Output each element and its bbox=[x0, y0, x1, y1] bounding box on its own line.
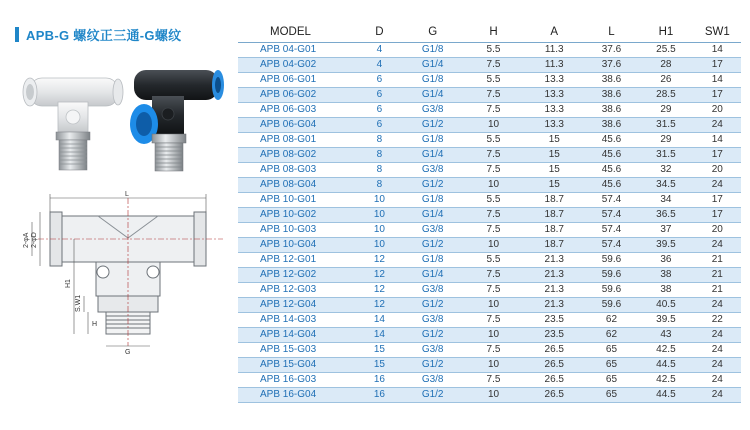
table-cell: G3/8 bbox=[402, 313, 463, 328]
table-cell: APB 08-G04 bbox=[238, 178, 357, 193]
table-cell: 14 bbox=[357, 328, 402, 343]
table-cell: 26.5 bbox=[524, 388, 585, 403]
table-cell: APB 15-G04 bbox=[238, 358, 357, 373]
table-cell: 17 bbox=[694, 193, 741, 208]
table-cell: APB 15-G03 bbox=[238, 343, 357, 358]
table-cell: G3/8 bbox=[402, 373, 463, 388]
table-cell: 8 bbox=[357, 163, 402, 178]
table-cell: 23.5 bbox=[524, 313, 585, 328]
table-cell: 10 bbox=[357, 193, 402, 208]
table-cell: 32 bbox=[638, 163, 693, 178]
table-cell: 24 bbox=[694, 388, 741, 403]
table-cell: 17 bbox=[694, 208, 741, 223]
table-cell: 6 bbox=[357, 103, 402, 118]
table-cell: 21 bbox=[694, 253, 741, 268]
table-cell: 57.4 bbox=[585, 223, 639, 238]
table-cell: 59.6 bbox=[585, 268, 639, 283]
table-cell: APB 08-G02 bbox=[238, 148, 357, 163]
table-row bbox=[238, 58, 741, 73]
table-row bbox=[238, 223, 741, 238]
table-cell: 7.5 bbox=[463, 163, 524, 178]
table-cell: 10 bbox=[357, 238, 402, 253]
table-cell: 10 bbox=[357, 223, 402, 238]
table-cell: 15 bbox=[357, 343, 402, 358]
table-cell: 62 bbox=[585, 328, 639, 343]
table-cell: 12 bbox=[357, 298, 402, 313]
table-cell: G3/8 bbox=[402, 283, 463, 298]
table-cell: 6 bbox=[357, 118, 402, 133]
table-row bbox=[238, 268, 741, 283]
table-cell: APB 16-G03 bbox=[238, 373, 357, 388]
table-cell: APB 12-G03 bbox=[238, 283, 357, 298]
table-cell: 57.4 bbox=[585, 208, 639, 223]
table-cell: 5.5 bbox=[463, 193, 524, 208]
table-cell: 7.5 bbox=[463, 58, 524, 73]
table-cell: 59.6 bbox=[585, 298, 639, 313]
table-cell: 7.5 bbox=[463, 208, 524, 223]
table-row bbox=[238, 148, 741, 163]
table-cell: 38.6 bbox=[585, 103, 639, 118]
table-cell: 42.5 bbox=[638, 343, 693, 358]
page-title bbox=[15, 26, 181, 42]
dim-label-h1: H1 bbox=[65, 279, 72, 288]
table-cell: G1/2 bbox=[402, 388, 463, 403]
table-cell: 4 bbox=[357, 58, 402, 73]
table-row bbox=[238, 103, 741, 118]
table-cell: 42.5 bbox=[638, 373, 693, 388]
table-cell: APB 10-G04 bbox=[238, 238, 357, 253]
table-cell: APB 04-G02 bbox=[238, 58, 357, 73]
dim-label-l: L bbox=[125, 191, 129, 198]
table-cell: 65 bbox=[585, 358, 639, 373]
column-header: D bbox=[357, 22, 402, 43]
table-cell: 28.5 bbox=[638, 88, 693, 103]
table-cell: 24 bbox=[694, 328, 741, 343]
table-cell: G3/8 bbox=[402, 163, 463, 178]
table-cell: 21 bbox=[694, 268, 741, 283]
table-row bbox=[238, 328, 741, 343]
table-cell: 7.5 bbox=[463, 103, 524, 118]
black-tee-fitting bbox=[130, 70, 224, 171]
table-cell: 29 bbox=[638, 103, 693, 118]
table-cell: APB 06-G04 bbox=[238, 118, 357, 133]
table-cell: G1/2 bbox=[402, 178, 463, 193]
table-cell: 23.5 bbox=[524, 328, 585, 343]
table-cell: 13.3 bbox=[524, 118, 585, 133]
table-cell: 7.5 bbox=[463, 148, 524, 163]
table-cell: 11.3 bbox=[524, 43, 585, 58]
table-cell: APB 06-G02 bbox=[238, 88, 357, 103]
table-cell: APB 16-G04 bbox=[238, 388, 357, 403]
table-cell: 38 bbox=[638, 268, 693, 283]
table-cell: 18.7 bbox=[524, 193, 585, 208]
table-cell: 15 bbox=[524, 133, 585, 148]
table-cell: 24 bbox=[694, 238, 741, 253]
table-cell: 34.5 bbox=[638, 178, 693, 193]
table-cell: 10 bbox=[463, 328, 524, 343]
table-row bbox=[238, 73, 741, 88]
table-cell: APB 12-G04 bbox=[238, 298, 357, 313]
table-cell: G1/4 bbox=[402, 208, 463, 223]
table-cell: 37.6 bbox=[585, 43, 639, 58]
table-cell: 37 bbox=[638, 223, 693, 238]
table-cell: 16 bbox=[357, 373, 402, 388]
table-cell: 38.6 bbox=[585, 73, 639, 88]
title-text: APB-G 螺纹正三通-G螺纹 bbox=[26, 27, 182, 43]
table-row bbox=[238, 358, 741, 373]
white-tee-fitting bbox=[23, 78, 123, 170]
table-cell: 13.3 bbox=[524, 88, 585, 103]
table-cell: 8 bbox=[357, 178, 402, 193]
table-cell: APB 10-G02 bbox=[238, 208, 357, 223]
table-cell: 8 bbox=[357, 148, 402, 163]
column-header: G bbox=[402, 22, 463, 43]
table-cell: G1/8 bbox=[402, 253, 463, 268]
table-cell: 21.3 bbox=[524, 253, 585, 268]
table-cell: 6 bbox=[357, 88, 402, 103]
table-cell: 5.5 bbox=[463, 43, 524, 58]
table-cell: 57.4 bbox=[585, 193, 639, 208]
table-body bbox=[238, 43, 741, 403]
dim-label-d: 2-φD bbox=[31, 232, 38, 248]
table-cell: 7.5 bbox=[463, 268, 524, 283]
table-cell: G1/2 bbox=[402, 238, 463, 253]
table-row bbox=[238, 88, 741, 103]
table-cell: 10 bbox=[357, 208, 402, 223]
table-cell: G3/8 bbox=[402, 223, 463, 238]
table-row bbox=[238, 193, 741, 208]
table-cell: 38.6 bbox=[585, 88, 639, 103]
table-cell: 59.6 bbox=[585, 283, 639, 298]
table-cell: 17 bbox=[694, 88, 741, 103]
table-cell: 7.5 bbox=[463, 313, 524, 328]
table-cell: 15 bbox=[357, 358, 402, 373]
table-cell: 10 bbox=[463, 118, 524, 133]
table-cell: 7.5 bbox=[463, 373, 524, 388]
table-cell: 36.5 bbox=[638, 208, 693, 223]
table-cell: 45.6 bbox=[585, 163, 639, 178]
table-cell: 26 bbox=[638, 73, 693, 88]
table-cell: 26.5 bbox=[524, 373, 585, 388]
table-cell: 15 bbox=[524, 163, 585, 178]
table-header-row bbox=[238, 22, 741, 43]
table-cell: 37.6 bbox=[585, 58, 639, 73]
table-cell: 5.5 bbox=[463, 73, 524, 88]
table-cell: 10 bbox=[463, 388, 524, 403]
spec-table bbox=[238, 22, 741, 403]
table-cell: 15 bbox=[524, 148, 585, 163]
dimension-drawing bbox=[23, 188, 233, 363]
table-cell: APB 08-G03 bbox=[238, 163, 357, 178]
table-cell: G1/2 bbox=[402, 358, 463, 373]
table-row bbox=[238, 313, 741, 328]
table-cell: 44.5 bbox=[638, 388, 693, 403]
table-cell: APB 10-G01 bbox=[238, 193, 357, 208]
table-cell: 7.5 bbox=[463, 223, 524, 238]
table-cell: G1/2 bbox=[402, 328, 463, 343]
table-cell: 45.6 bbox=[585, 178, 639, 193]
table-cell: 26.5 bbox=[524, 358, 585, 373]
table-cell: 25.5 bbox=[638, 43, 693, 58]
column-header: MODEL bbox=[238, 22, 357, 43]
table-row bbox=[238, 208, 741, 223]
table-cell: 15 bbox=[524, 178, 585, 193]
table-cell: APB 04-G01 bbox=[238, 43, 357, 58]
table-cell: 10 bbox=[463, 238, 524, 253]
table-cell: 22 bbox=[694, 313, 741, 328]
dim-label-sw1: S.W1 bbox=[75, 294, 82, 312]
table-cell: 29 bbox=[638, 133, 693, 148]
table-cell: G1/8 bbox=[402, 133, 463, 148]
table-cell: 10 bbox=[463, 178, 524, 193]
table-row bbox=[238, 298, 741, 313]
table-cell: 5.5 bbox=[463, 253, 524, 268]
table-cell: 21.3 bbox=[524, 268, 585, 283]
table-cell: 20 bbox=[694, 103, 741, 118]
table-cell: G3/8 bbox=[402, 103, 463, 118]
table-cell: G1/4 bbox=[402, 88, 463, 103]
table-cell: 36 bbox=[638, 253, 693, 268]
table-cell: 10 bbox=[463, 358, 524, 373]
table-row bbox=[238, 373, 741, 388]
table-cell: APB 12-G02 bbox=[238, 268, 357, 283]
table-cell: APB 08-G01 bbox=[238, 133, 357, 148]
table-cell: G1/8 bbox=[402, 73, 463, 88]
table-cell: G1/2 bbox=[402, 298, 463, 313]
table-cell: 65 bbox=[585, 343, 639, 358]
table-cell: G1/4 bbox=[402, 58, 463, 73]
table-cell: 21.3 bbox=[524, 283, 585, 298]
table-cell: G1/8 bbox=[402, 193, 463, 208]
table-cell: 31.5 bbox=[638, 118, 693, 133]
table-cell: 17 bbox=[694, 58, 741, 73]
table-cell: 18.7 bbox=[524, 208, 585, 223]
table-cell: G1/4 bbox=[402, 148, 463, 163]
table-row bbox=[238, 283, 741, 298]
table-cell: 39.5 bbox=[638, 238, 693, 253]
table-cell: APB 06-G01 bbox=[238, 73, 357, 88]
table-cell: APB 10-G03 bbox=[238, 223, 357, 238]
table-cell: 65 bbox=[585, 388, 639, 403]
table-cell: 8 bbox=[357, 133, 402, 148]
table-cell: 24 bbox=[694, 298, 741, 313]
table-cell: 13.3 bbox=[524, 73, 585, 88]
table-row bbox=[238, 163, 741, 178]
table-cell: 14 bbox=[357, 313, 402, 328]
table-cell: 62 bbox=[585, 313, 639, 328]
table-cell: APB 14-G03 bbox=[238, 313, 357, 328]
table-cell: 24 bbox=[694, 118, 741, 133]
table-cell: 20 bbox=[694, 163, 741, 178]
column-header: H1 bbox=[638, 22, 693, 43]
table-row bbox=[238, 253, 741, 268]
table-cell: 12 bbox=[357, 253, 402, 268]
table-cell: 13.3 bbox=[524, 103, 585, 118]
table-cell: 28 bbox=[638, 58, 693, 73]
table-cell: 59.6 bbox=[585, 253, 639, 268]
table-cell: 21 bbox=[694, 283, 741, 298]
table-row bbox=[238, 133, 741, 148]
table-cell: 44.5 bbox=[638, 358, 693, 373]
table-cell: 18.7 bbox=[524, 238, 585, 253]
table-row bbox=[238, 118, 741, 133]
table-cell: 16 bbox=[357, 388, 402, 403]
product-photo bbox=[12, 52, 227, 177]
table-cell: 12 bbox=[357, 268, 402, 283]
table-row bbox=[238, 388, 741, 403]
column-header: SW1 bbox=[694, 22, 741, 43]
table-cell: 14 bbox=[694, 133, 741, 148]
table-cell: 7.5 bbox=[463, 283, 524, 298]
table-cell: 43 bbox=[638, 328, 693, 343]
table-cell: 10 bbox=[463, 298, 524, 313]
table-cell: 12 bbox=[357, 283, 402, 298]
table-cell: G1/4 bbox=[402, 268, 463, 283]
table-cell: 24 bbox=[694, 178, 741, 193]
dim-label-a: 2-φA bbox=[23, 232, 30, 248]
table-cell: 26.5 bbox=[524, 343, 585, 358]
table-cell: 7.5 bbox=[463, 343, 524, 358]
table-cell: 40.5 bbox=[638, 298, 693, 313]
table-cell: 39.5 bbox=[638, 313, 693, 328]
table-cell: 38.6 bbox=[585, 118, 639, 133]
table-cell: 24 bbox=[694, 343, 741, 358]
table-cell: 11.3 bbox=[524, 58, 585, 73]
table-cell: 4 bbox=[357, 43, 402, 58]
table-cell: 24 bbox=[694, 358, 741, 373]
table-cell: APB 06-G03 bbox=[238, 103, 357, 118]
table-cell: APB 12-G01 bbox=[238, 253, 357, 268]
table-cell: G1/8 bbox=[402, 43, 463, 58]
table-cell: 5.5 bbox=[463, 133, 524, 148]
table-cell: 38 bbox=[638, 283, 693, 298]
table-row bbox=[238, 43, 741, 58]
table-cell: 65 bbox=[585, 373, 639, 388]
table-cell: 20 bbox=[694, 223, 741, 238]
table-row bbox=[238, 343, 741, 358]
table-cell: 24 bbox=[694, 373, 741, 388]
dim-label-g: G bbox=[125, 349, 131, 356]
table-cell: 34 bbox=[638, 193, 693, 208]
table-cell: APB 14-G04 bbox=[238, 328, 357, 343]
table-cell: G3/8 bbox=[402, 343, 463, 358]
table-cell: 45.6 bbox=[585, 133, 639, 148]
column-header: L bbox=[585, 22, 639, 43]
column-header: A bbox=[524, 22, 585, 43]
table-cell: 21.3 bbox=[524, 298, 585, 313]
table-cell: 31.5 bbox=[638, 148, 693, 163]
table-cell: 14 bbox=[694, 73, 741, 88]
table-cell: 18.7 bbox=[524, 223, 585, 238]
table-row bbox=[238, 238, 741, 253]
table-cell: 14 bbox=[694, 43, 741, 58]
table-cell: 6 bbox=[357, 73, 402, 88]
table-cell: 45.6 bbox=[585, 148, 639, 163]
table-cell: 7.5 bbox=[463, 88, 524, 103]
table-row bbox=[238, 178, 741, 193]
dim-label-h: H bbox=[92, 321, 98, 328]
table-cell: 57.4 bbox=[585, 238, 639, 253]
table-cell: G1/2 bbox=[402, 118, 463, 133]
table-cell: 17 bbox=[694, 148, 741, 163]
title-accent-bar bbox=[15, 27, 19, 42]
column-header: H bbox=[463, 22, 524, 43]
